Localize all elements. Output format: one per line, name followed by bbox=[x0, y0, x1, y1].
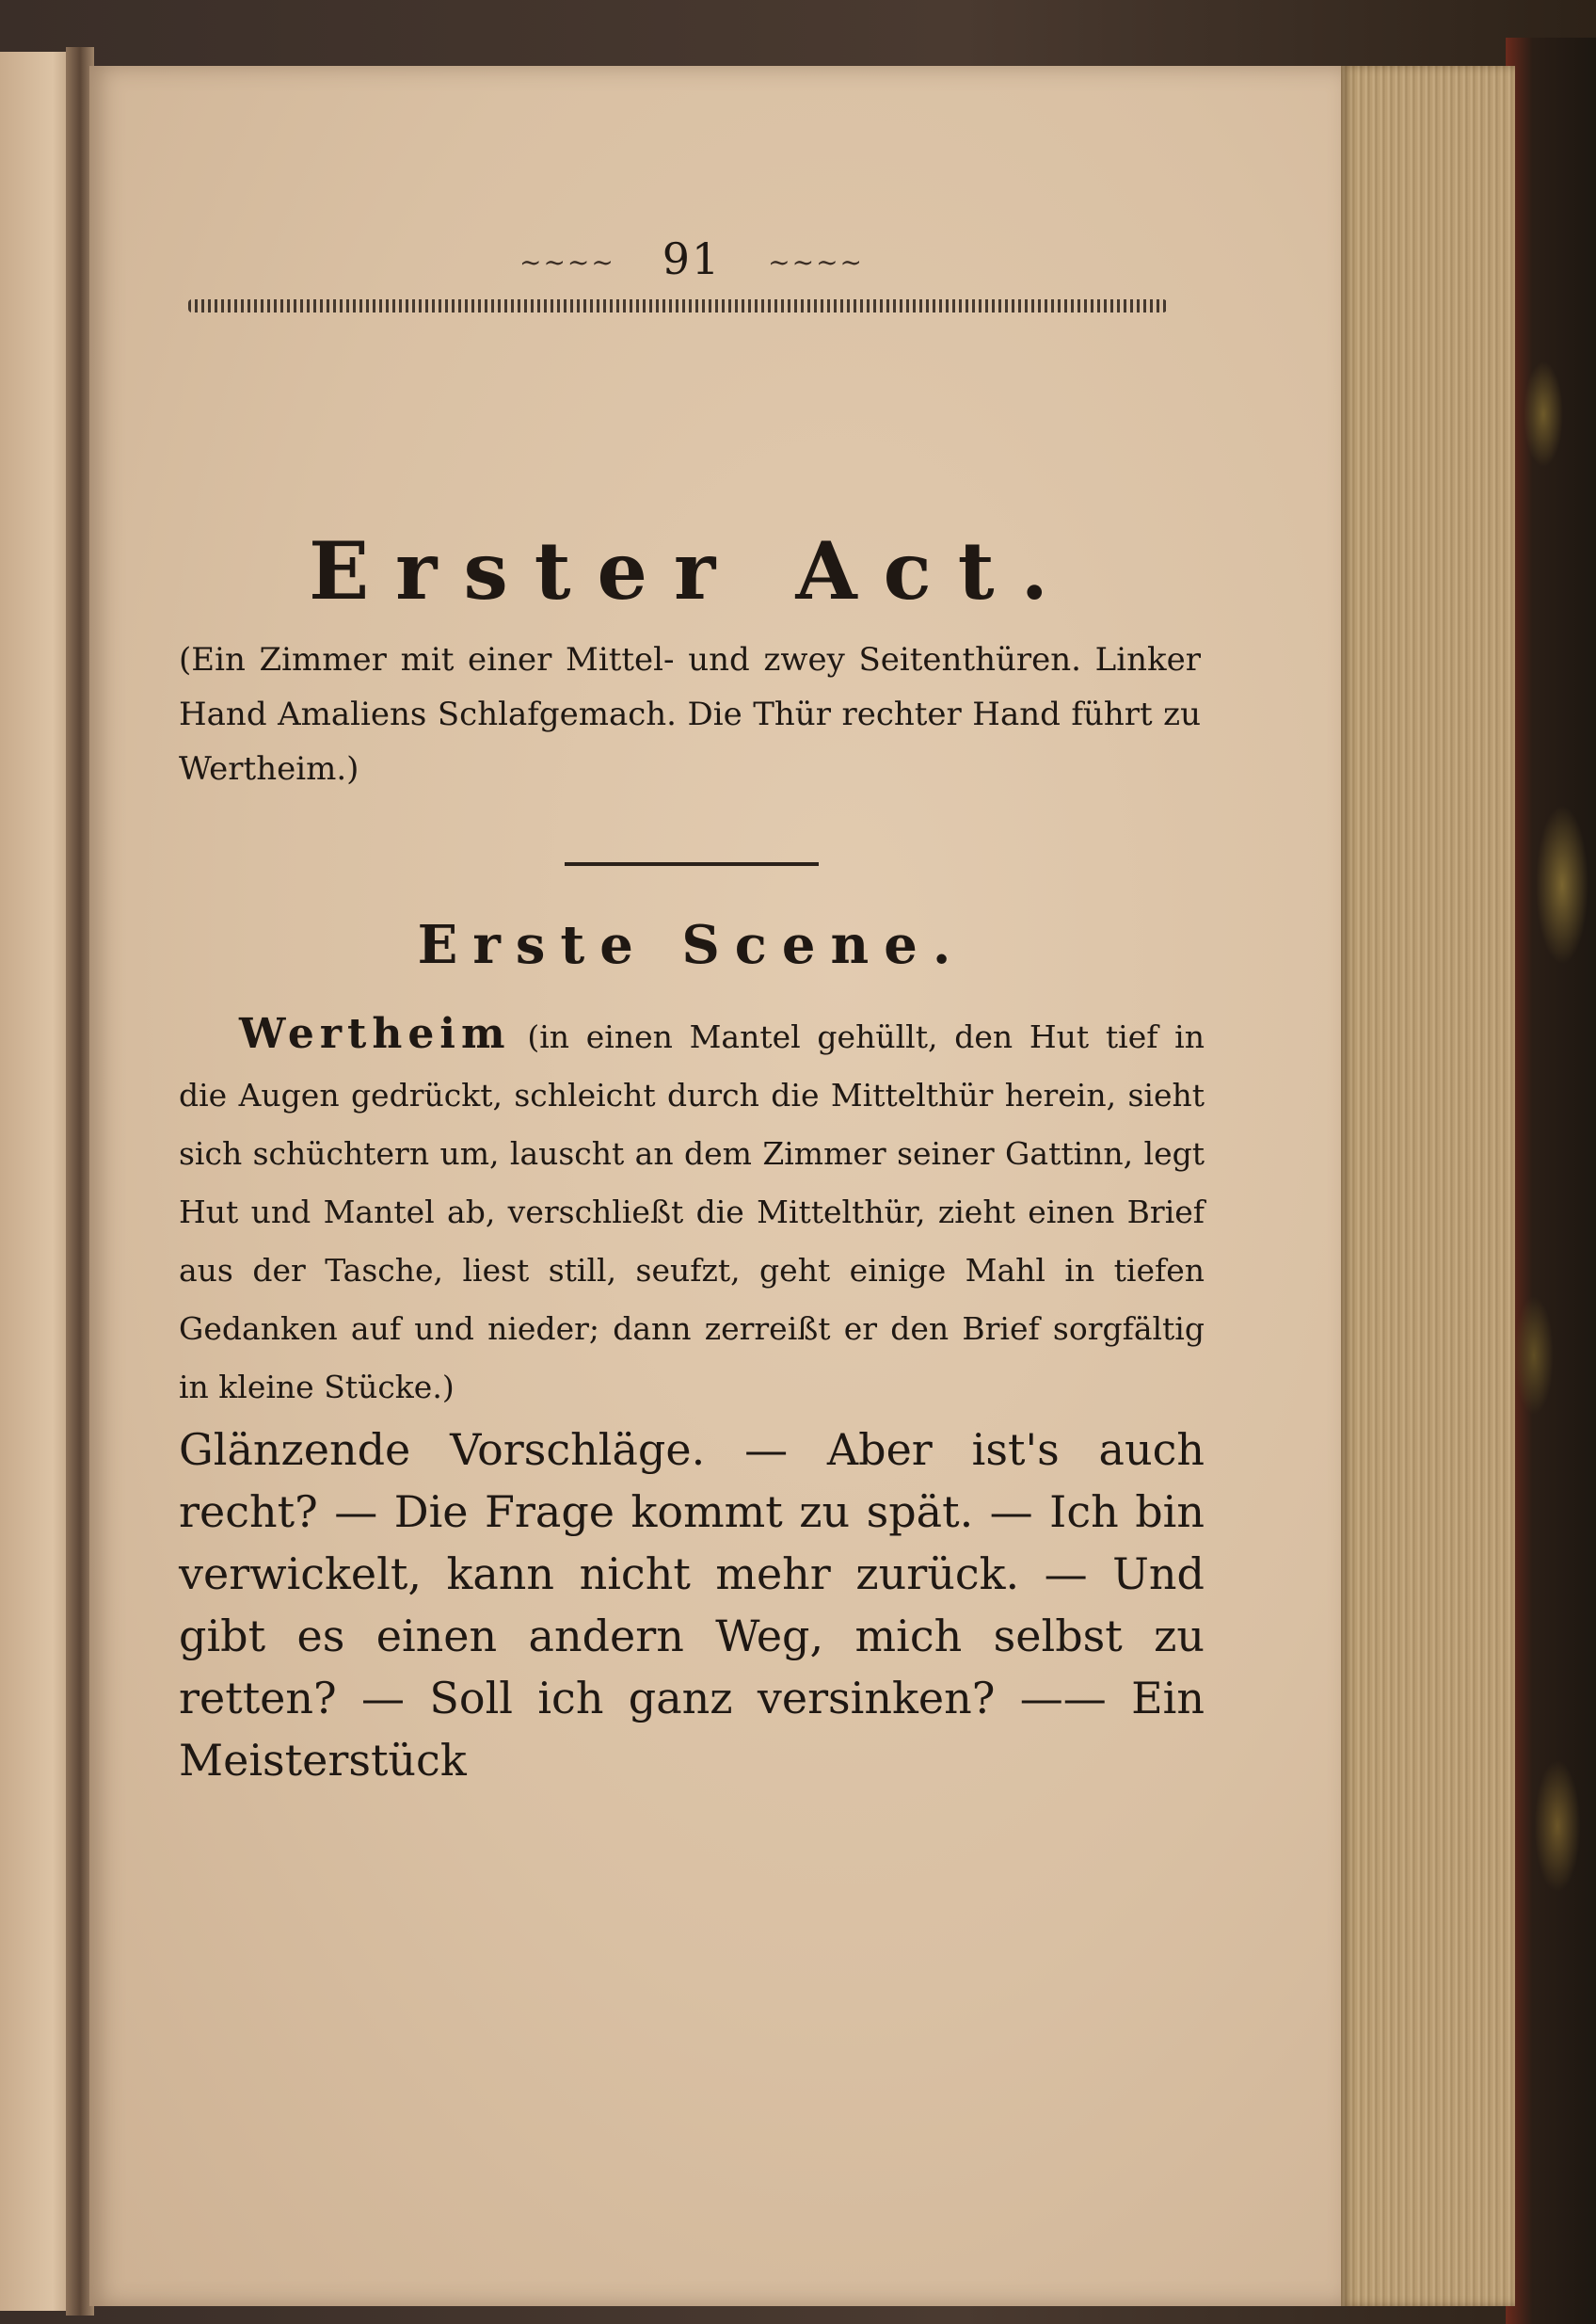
speaker-entry bbox=[179, 1005, 1205, 1417]
speaker-direction: (in einen Mantel gehüllt, den Hut tief in die Augen gedrückt, schleicht durch die Mittelthür herein, sieht sich schüchtern um, lauscht an dem Zimmer seiner Gattinn, legt Hut und Mantel ab, verschließt die Mittelthür, zieht einen Brief aus der Tasche, liest still, seufzt, geht einige Mahl in tiefen Gedanken auf und nieder; dann zerreißt er den Brief sorgfältig in kleine Stücke.) bbox=[179, 1018, 1205, 1405]
header-rule bbox=[188, 299, 1167, 313]
speech-text: Glänzende Vorschläge. — Aber ist's auch recht? — Die Frage kommt zu spät. — Ich bin verwickelt, kann nicht mehr zurück. — Und gibt es einen andern Weg, mich selbst zu retten? — Soll ich ganz versinken? —— Ein Meisterstück bbox=[179, 1424, 1205, 1786]
page-number: 91 bbox=[662, 233, 722, 284]
page-header bbox=[179, 226, 1205, 292]
header-ornament-left: ~~~~ bbox=[519, 247, 615, 278]
act-title: Erster Act. bbox=[309, 524, 1075, 617]
page-fore-edge bbox=[1341, 66, 1515, 2306]
scene-title: Erste Scene. bbox=[417, 914, 966, 976]
marbled-cover bbox=[1506, 38, 1596, 2324]
page-text bbox=[179, 226, 1205, 1791]
header-ornament-right: ~~~~ bbox=[768, 247, 864, 278]
section-divider bbox=[565, 862, 819, 866]
previous-page-edge bbox=[0, 52, 75, 2311]
speaker-name: Wertheim bbox=[239, 1010, 511, 1058]
act-stage-direction: (Ein Zimmer mit einer Mittel- und zwey Seitenthüren. Linker Hand Amaliens Schlafgemach. Die Thür rechter Hand führt zu Wertheim.) bbox=[179, 641, 1201, 788]
